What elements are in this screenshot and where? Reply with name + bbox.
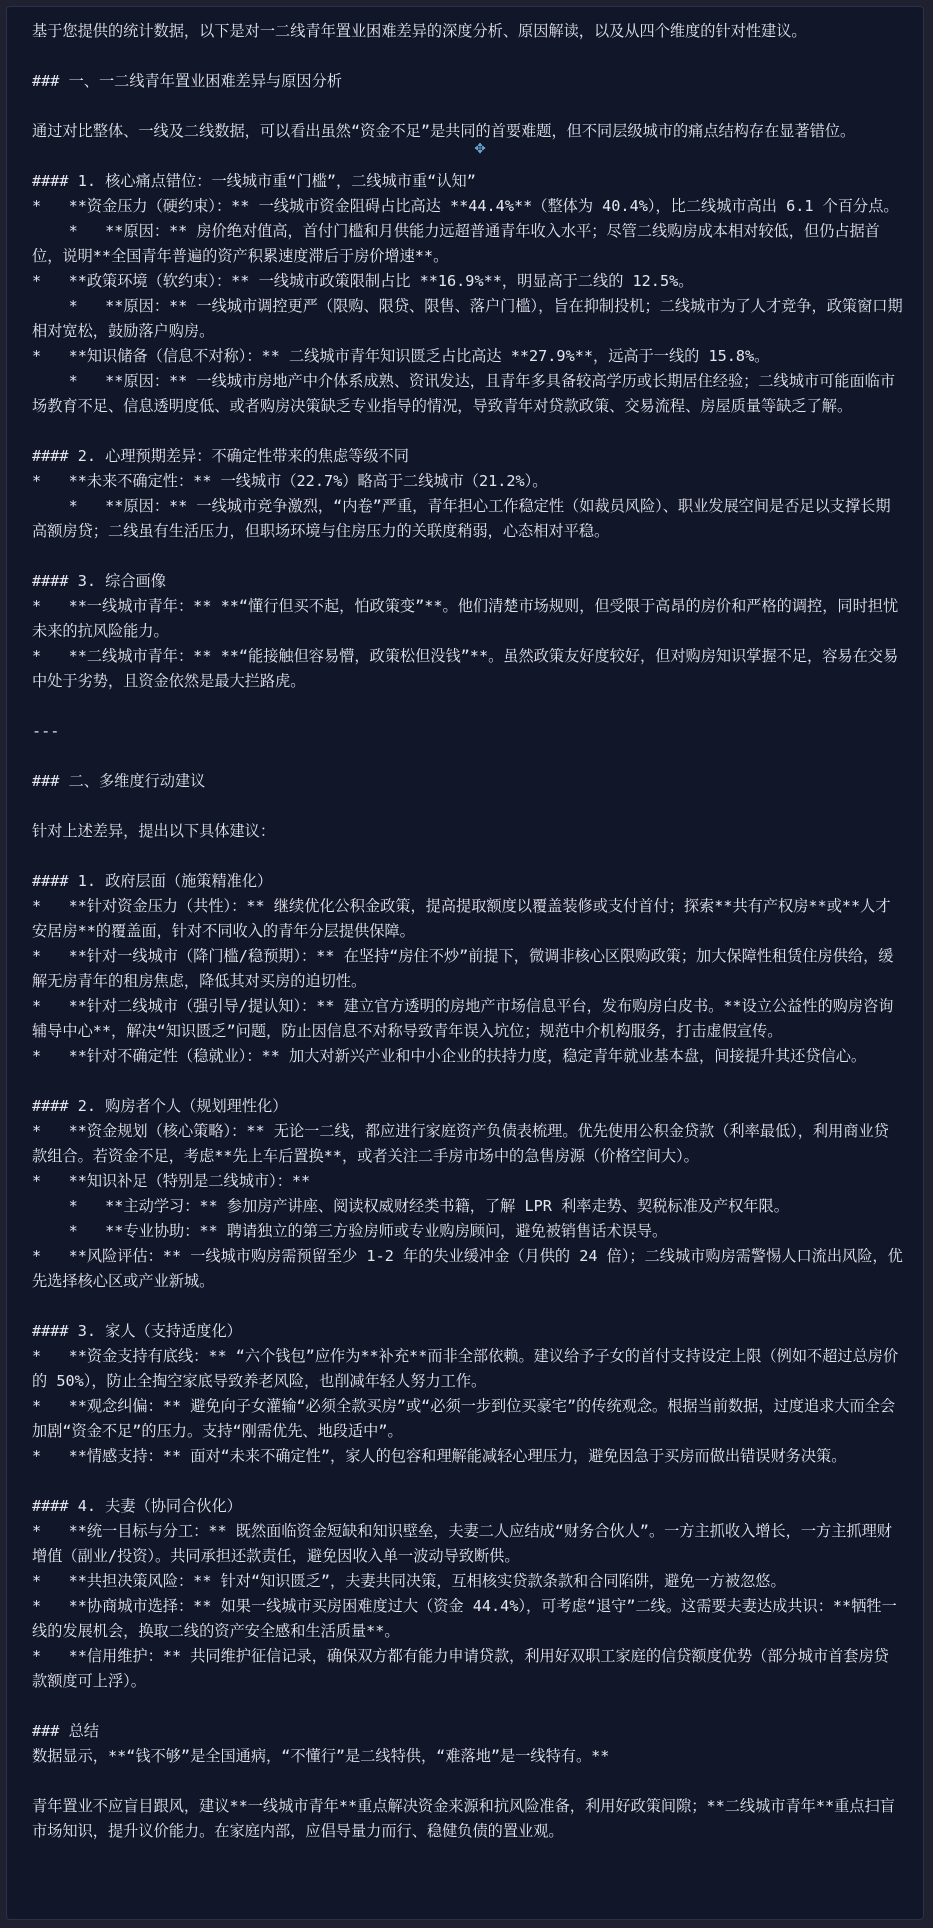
text-line: 基于您提供的统计数据，以下是对一二线青年置业困难差异的深度分析、原因解读，以及从四个维度的针对性建议。 <box>32 22 807 40</box>
nested-bullet-item: * **专业协助：** 聘请独立的第三方验房师或专业购房顾问，避免被销售话术误导。 <box>32 1222 668 1240</box>
subsection-heading: #### 2. 购房者个人（规划理性化） <box>32 1097 288 1115</box>
bullet-item: * **情感支持：** 面对“未来不确定性”，家人的包容和理解能减轻心理压力，避免因急于买房而做出错误财务决策。 <box>32 1447 847 1465</box>
section-heading: ### 一、一二线青年置业困难差异与原因分析 <box>32 72 342 90</box>
move-icon[interactable]: ✥ <box>474 137 486 158</box>
subsection-heading: #### 1. 核心痛点错位：一线城市重“门槛”，二线城市重“认知” <box>32 172 476 190</box>
section-heading: ### 总结 <box>32 1722 99 1740</box>
blank-line <box>32 844 904 869</box>
blank-line <box>32 44 904 69</box>
subsection-heading: #### 3. 综合画像 <box>32 572 166 590</box>
blank-line <box>32 1469 904 1494</box>
nested-bullet-item: * **原因：** 一线城市房地产中介体系成熟、资讯发达，且青年多具备较高学历或长期居住经验；二线城市可能面临市场教育不足、信息透明度低、或者购房决策缺乏专业指导的情况，导致青年对贷款政策、交易流程、房屋质量等缺乏了解。 <box>32 372 896 415</box>
bullet-item: * **二线城市青年：** **“能接触但容易懵，政策松但没钱”**。虽然政策友好度较好，但对购房知识掌握不足，容易在交易中处于劣势，且资金依然是最大拦路虎。 <box>32 647 899 690</box>
bullet-item: * **观念纠偏：** 避免向子女灌输“必须全款买房”或“必须一步到位买豪宅”的传统观念。根据当前数据，过度追求大而全会加剧“资金不足”的压力。支持“刚需优先、地段适中”。 <box>32 1397 896 1440</box>
section-heading: ### 二、多维度行动建议 <box>32 772 206 790</box>
blank-line <box>32 744 904 769</box>
subsection-heading: #### 3. 家人（支持适度化） <box>32 1322 242 1340</box>
blank-line <box>32 1294 904 1319</box>
text-line: 针对上述差异，提出以下具体建议： <box>32 822 275 840</box>
bullet-item: * **风险评估：** 一线城市购房需预留至少 1-2 年的失业缓冲金（月供的 24 倍）；二线城市购房需警惕人口流出风险，优先选择核心区或产业新城。 <box>32 1247 903 1290</box>
bullet-item: * **针对不确定性（稳就业）：** 加大对新兴产业和中小企业的扶持力度，稳定青年就业基本盘，间接提升其还贷信心。 <box>32 1047 867 1065</box>
bullet-item: * **共担决策风险：** 针对“知识匮乏”，夫妻共同决策，互相核实贷款条款和合同陷阱，避免一方被忽悠。 <box>32 1572 786 1590</box>
bullet-item: * **统一目标与分工：** 既然面临资金短缺和知识壁垒，夫妻二人应结成“财务合伙人”。一方主抓收入增长，一方主抓理财增值（副业/投资）。共同承担还款责任，避免因收入单一波动导致断供。 <box>32 1522 892 1565</box>
nested-bullet-item: * **原因：** 一线城市竞争激烈，“内卷”严重，青年担心工作稳定性（如裁员风险）、职业发展空间是否足以支撑长期高额房贷；二线虽有生活压力，但职场环境与住房压力的关联度稍弱，心态相对平稳。 <box>32 497 891 540</box>
bullet-item: * **政策环境（软约束）：** 一线城市政策限制占比 **16.9%**，明显高于二线的 12.5%。 <box>32 272 694 290</box>
blank-line <box>32 1069 904 1094</box>
bullet-item: * **资金压力（硬约束）：** 一线城市资金阻碍占比高达 **44.4%**（整体为 40.4%），比二线城市高出 6.1 个百分点。 <box>32 197 899 215</box>
bullet-item: * **知识补足（特别是二线城市）：** <box>32 1172 311 1190</box>
bullet-item: * **协商城市选择：** 如果一线城市买房困难度过大（资金 44.4%），可考虑“退守”二线。这需要夫妻达成共识：**牺牲一线的发展机会，换取二线的资产安全感和生活质量**。 <box>32 1597 897 1640</box>
bullet-item: * **信用维护：** 共同维护征信记录，确保双方都有能力申请贷款，利用好双职工家庭的信贷额度优势（部分城市首套房贷款额度可上浮）。 <box>32 1647 889 1690</box>
blank-line <box>32 544 904 569</box>
blank-line <box>32 419 904 444</box>
subsection-heading: #### 2. 心理预期差异：不确定性带来的焦虑等级不同 <box>32 447 409 465</box>
text-line: 青年置业不应盲目跟风，建议**一线城市青年**重点解决资金来源和抗风险准备，利用好政策间隙；**二线城市青年**重点扫盲市场知识，提升议价能力。在家庭内部，应倡导量力而行、稳健负债的置业观。 <box>32 1797 895 1840</box>
bullet-item: * **资金规划（核心策略）：** 无论一二线，都应进行家庭资产负债表梳理。优先使用公积金贷款（利率最低），利用商业贷款组合。若资金不足，考虑**先上车后置换**，或者关注二手房市场中的急售房源（价格空间大）。 <box>32 1122 889 1165</box>
subsection-heading: #### 4. 夫妻（协同合伙化） <box>32 1497 242 1515</box>
blank-line <box>32 694 904 719</box>
blank-line <box>32 144 904 169</box>
nested-bullet-item: * **原因：** 房价绝对值高，首付门槛和月供能力远超普通青年收入水平；尽管二线购房成本相对较低，但仍占据首位，说明**全国青年普遍的资产积累速度滞后于房价增速**。 <box>32 222 880 265</box>
response-panel <box>6 6 924 1920</box>
bullet-item: * **针对一线城市（降门槛/稳预期）：** 在坚持“房住不炒”前提下，微调非核心区限购政策；加大保障性租赁住房供给，缓解无房青年的租房焦虑，降低其对买房的迫切性。 <box>32 947 894 990</box>
bullet-item: * **资金支持有底线：** “六个钱包”应作为**补充**而非全部依赖。建议给予子女的首付支持设定上限（例如不超过总房价的 50%），防止全掏空家底导致养老风险，也削减年轻人努力工作。 <box>32 1347 899 1390</box>
nested-bullet-item: * **主动学习：** 参加房产讲座、阅读权威财经类书籍，了解 LPR 利率走势、契税标准及产权年限。 <box>32 1197 789 1215</box>
horizontal-rule: --- <box>32 722 60 740</box>
bullet-item: * **一线城市青年：** **“懂行但买不起，怕政策变”**。他们清楚市场规则，但受限于高昂的房价和严格的调控，同时担忧未来的抗风险能力。 <box>32 597 899 640</box>
bullet-item: * **未来不确定性：** 一线城市（22.7%）略高于二线城市（21.2%）。 <box>32 472 548 490</box>
blank-line <box>32 1694 904 1719</box>
bullet-item: * **针对二线城市（强引导/提认知）：** 建立官方透明的房地产市场信息平台，发布购房白皮书。**设立公益性的购房咨询辅导中心**，解决“知识匮乏”问题，防止因信息不对称导致青年误入坑位；规范中介机构服务，打击虚假宣传。 <box>32 997 894 1040</box>
text-line: 通过对比整体、一线及二线数据，可以看出虽然“资金不足”是共同的首要难题，但不同层级城市的痛点结构存在显著错位。 <box>32 122 856 140</box>
bullet-item: * **知识储备（信息不对称）：** 二线城市青年知识匮乏占比高达 **27.9%**，远高于一线的 15.8%。 <box>32 347 770 365</box>
markdown-content <box>32 19 904 1844</box>
subsection-heading: #### 1. 政府层面（施策精准化） <box>32 872 273 890</box>
bullet-item: * **针对资金压力（共性）：** 继续优化公积金政策，提高提取额度以覆盖装修或支付首付；探索**共有产权房**或**人才安居房**的覆盖面，针对不同收入的青年分层提供保障。 <box>32 897 891 940</box>
nested-bullet-item: * **原因：** 一线城市调控更严（限购、限贷、限售、落户门槛），旨在抑制投机；二线城市为了人才竞争，政策窗口期相对宽松，鼓励落户购房。 <box>32 297 903 340</box>
text-line: 数据显示，**“钱不够”是全国通病，“不懂行”是二线特供，“难落地”是一线特有。** <box>32 1747 610 1765</box>
blank-line <box>32 794 904 819</box>
blank-line <box>32 94 904 119</box>
blank-line <box>32 1769 904 1794</box>
